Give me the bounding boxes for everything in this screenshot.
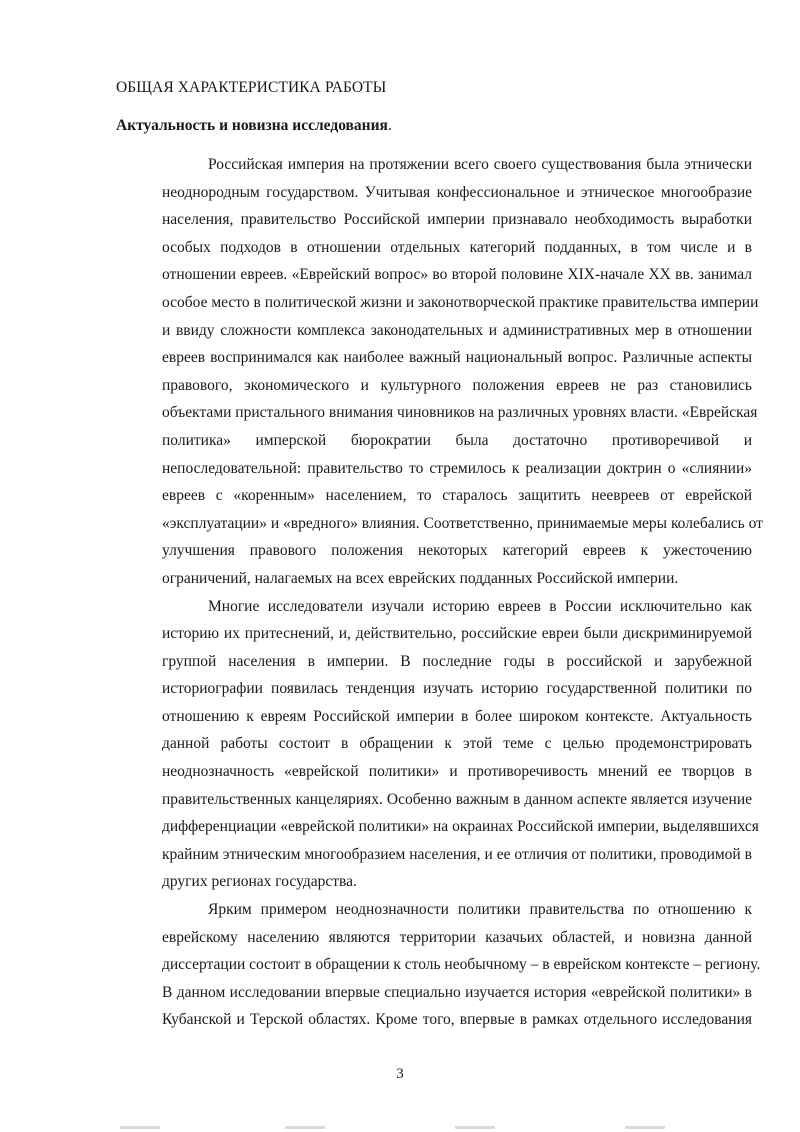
text-line: крайним этническим многообразием населения, и ее отличия от политики, проводимой в (162, 845, 752, 863)
text-line: особых подходов в отношении отдельных категорий подданных, в том числе и в (162, 238, 752, 256)
text-line: особое место в политической жизни и законотворческой практике правительства империи (162, 293, 759, 311)
text-line: Ярким примером неоднозначности политики правительства по отношению к (208, 901, 752, 919)
text-line: группой населения в империи. В последние годы в российской и зарубежной (162, 652, 752, 670)
text-line: правительственных канцеляриях. Особенно важным в данном аспекте является изучение (162, 790, 752, 808)
text-line: Российская империя на протяжении всего своего существования была этнически (208, 156, 752, 173)
text-line: В данном исследовании впервые специально изучается история «еврейской политики» в (162, 983, 752, 1001)
text-line: неоднозначность «еврейской политики» и противоречивость мнений ее творцов в (162, 763, 752, 781)
text-line: историографии появилась тенденция изучать историю государственной политики по (162, 680, 752, 698)
text-line: отношению к евреям Российской империи в более широком контексте. Актуальность (162, 707, 752, 725)
text-line: ограничений, налагаемых на всех еврейских подданных Российской империи. (162, 569, 679, 587)
text-line: и ввиду сложности комплекса законодательных и административных мер в отношении (162, 321, 752, 339)
text-line: евреев с «коренным» населением, то старалось защитить неевреев от еврейской (162, 487, 752, 505)
paragraph-2 (116, 593, 759, 897)
text-line: Кубанской и Терской областях. Кроме того, впервые в рамках отдельного исследования (162, 1011, 752, 1029)
text-line: непоследовательной: правительство то стремилось к реализации доктрин о «слиянии» (162, 459, 752, 477)
text-line: евреев воспринимался как наиболее важный национальный вопрос. Различные аспекты (162, 349, 752, 367)
text-line: «эксплуатации» и «вредного» влияния. Соответственно, принимаемые меры колебались от (162, 514, 763, 532)
paragraph-3 (116, 896, 761, 1034)
text-line: еврейскому населению являются территории казачьих областей, и новизна данной (162, 928, 752, 946)
body-text (116, 151, 763, 1034)
scan-artifact (120, 1126, 160, 1129)
text-line: неоднородным государством. Учитывая конфессиональное и этническое многообразие (162, 183, 752, 201)
subsection-title: Актуальность и новизна исследования (116, 117, 388, 134)
paragraph-1 (116, 151, 763, 593)
text-line: данной работы состоит в обращении к этой теме с целью продемонстрировать (162, 735, 752, 753)
subsection-heading (116, 117, 392, 135)
scan-artifact (625, 1126, 665, 1129)
text-line: улучшения правового положения некоторых категорий евреев к ужесточению (162, 542, 752, 560)
page-number: 3 (396, 1066, 404, 1082)
text-line: Многие исследователи изучали историю евреев в России исключительно как (208, 597, 752, 615)
scan-artifact (455, 1126, 495, 1129)
text-line: историю их притеснений, и, действительно, российские евреи были дискриминируемой (162, 625, 752, 643)
text-line: диссертации состоит в обращении к столь необычному – в еврейском контексте – региону. (162, 956, 761, 974)
text-line: отношении евреев. «Еврейский вопрос» во второй половине XIX-начале XX вв. занимал (162, 266, 752, 284)
text-line: дифференциации «еврейской политики» на окраинах Российской империи, выделявшихся (162, 818, 759, 836)
text-line: населения, правительство Российской империи признавало необходимость выработки (162, 211, 752, 229)
text-line: объектами пристального внимания чиновников на различных уровнях власти. «Еврейская (162, 404, 758, 422)
scan-artifact (285, 1126, 325, 1129)
section-title: ОБЩАЯ ХАРАКТЕРИСТИКА РАБОТЫ (116, 79, 387, 96)
subsection-title-punct: . (387, 117, 392, 134)
text-line: политика» имперской бюрократии была достаточно противоречивой и (162, 431, 752, 449)
text-line: правового, экономического и культурного положения евреев не раз становились (162, 376, 752, 394)
text-line: других регионах государства. (162, 873, 357, 891)
